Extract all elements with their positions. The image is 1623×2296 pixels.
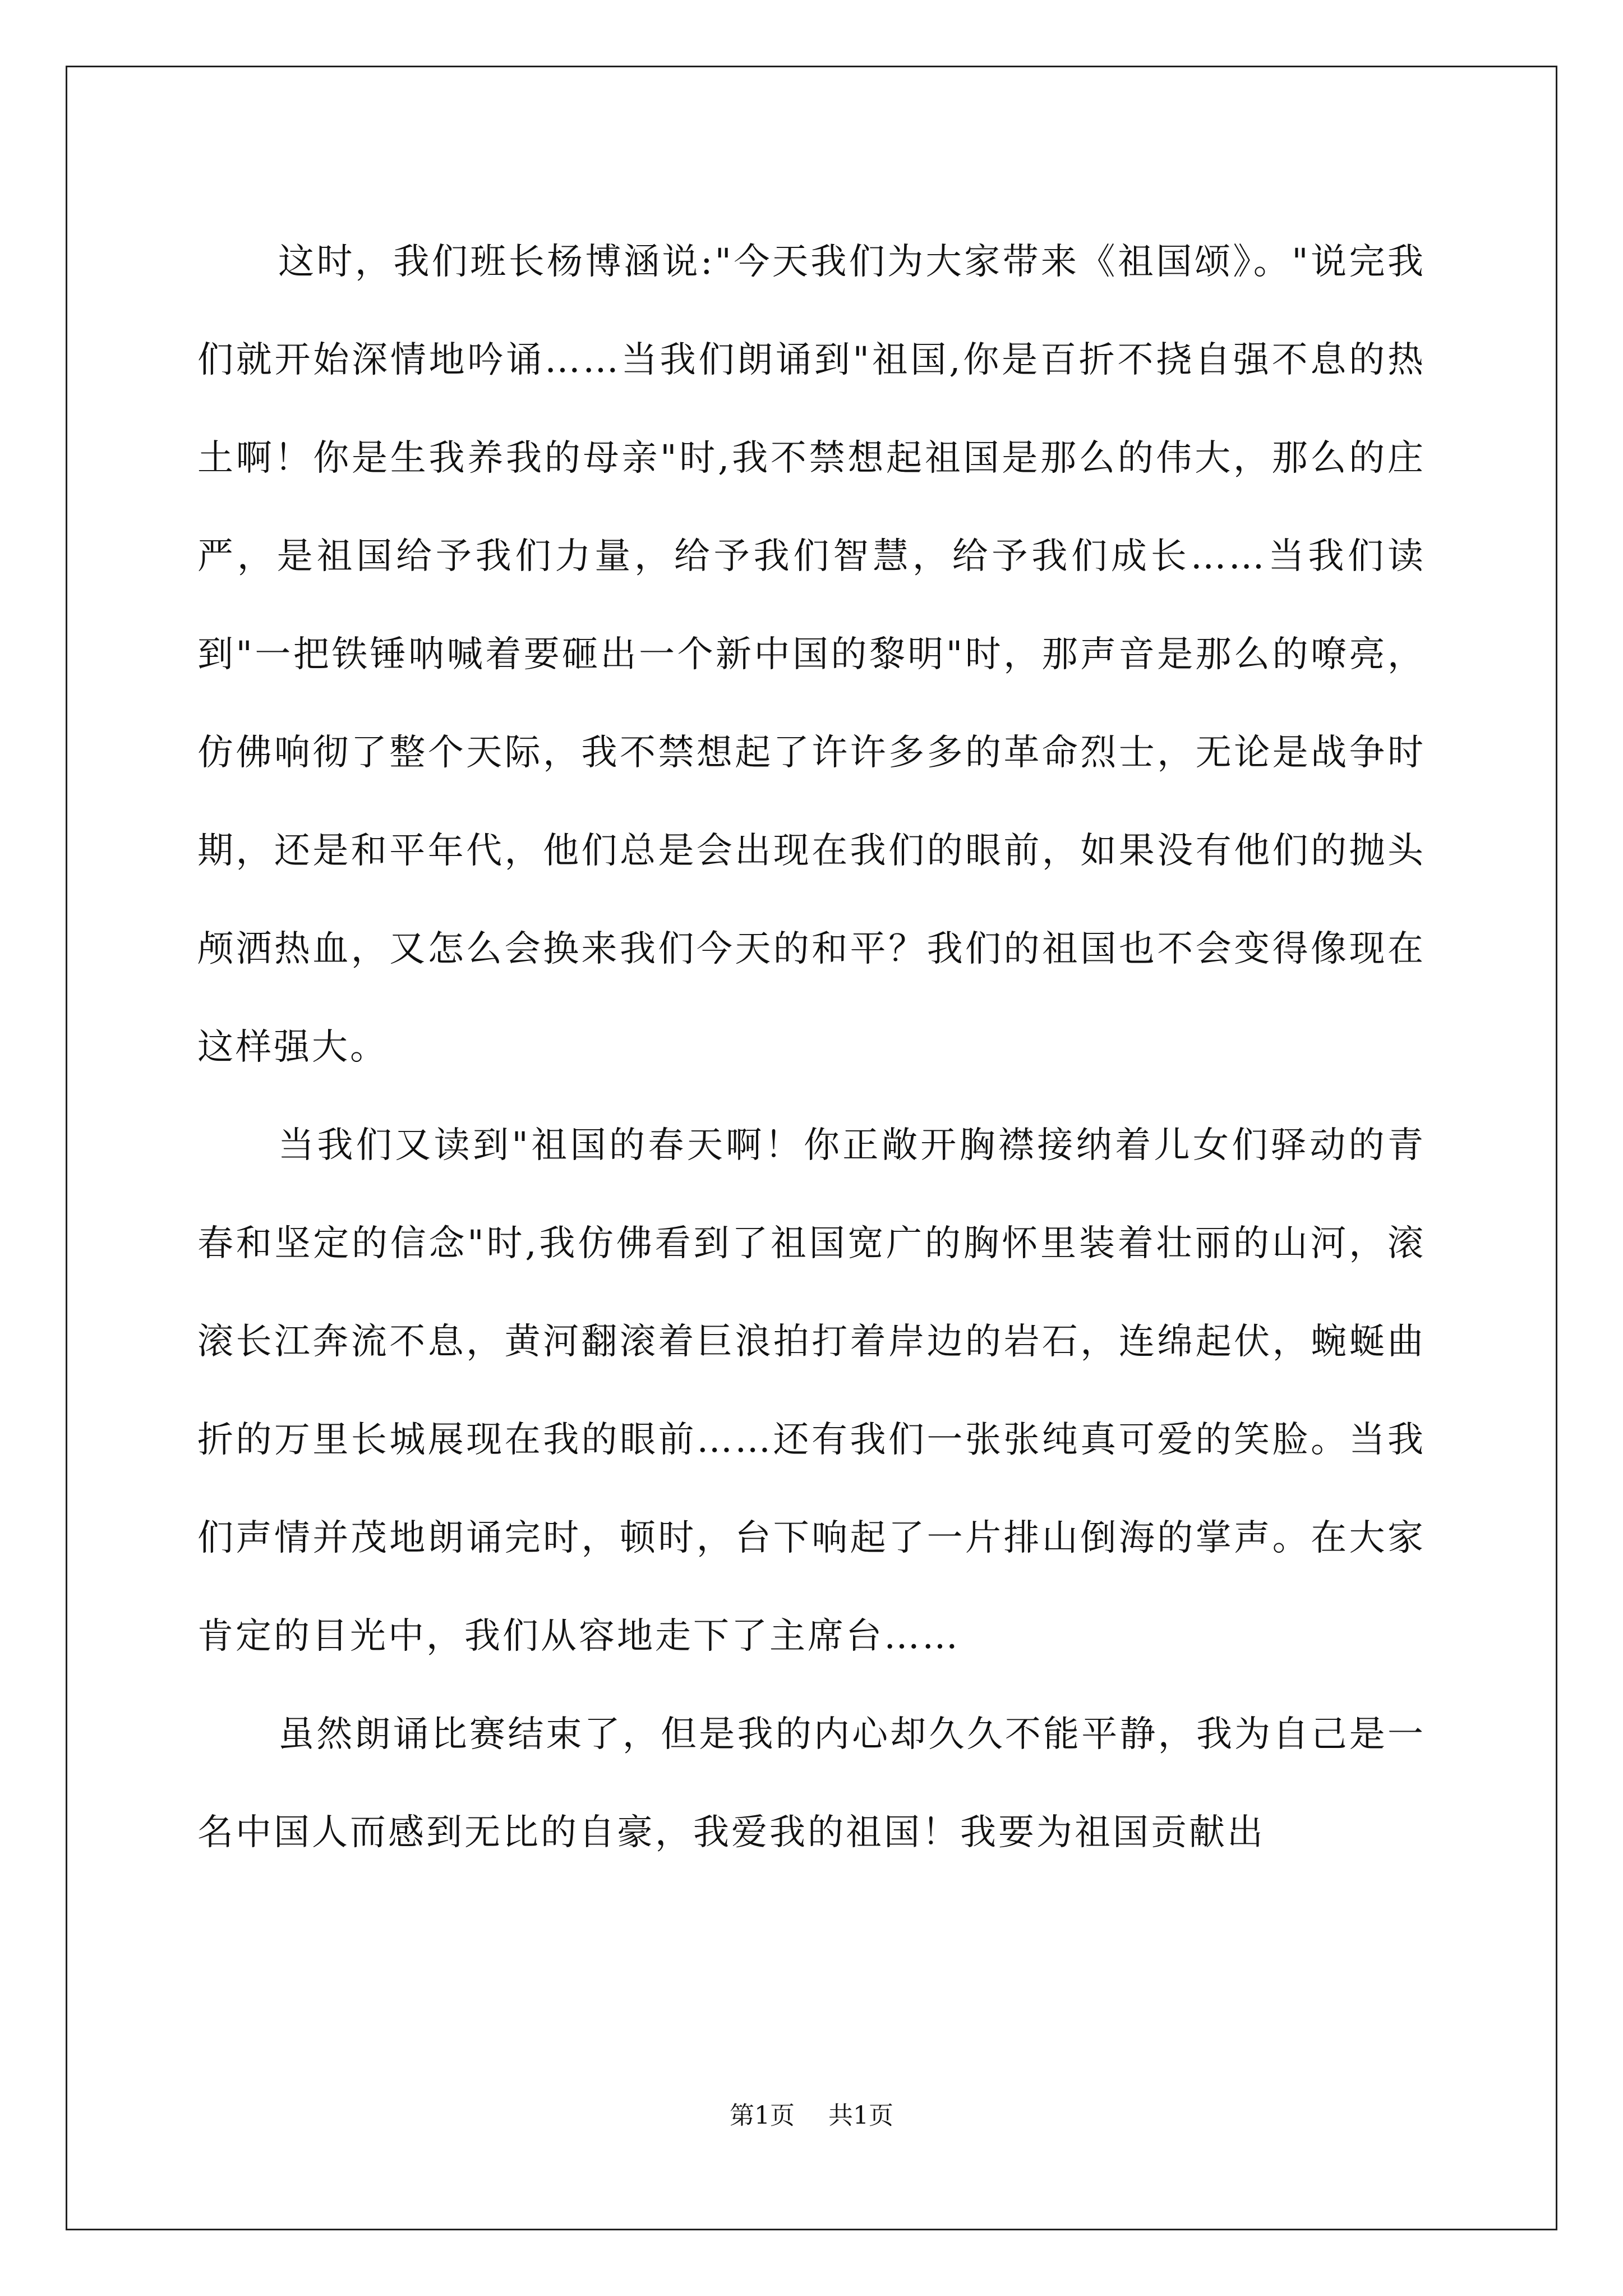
document-body — [197, 213, 1426, 1882]
paragraph-2: 当我们又读到"祖国的春天啊！你正敞开胸襟接纳着儿女们驿动的青春和坚定的信念"时,我仿佛看到了祖国宽广的胸怀里装着壮丽的山河，滚滚长江奔流不息，黄河翻滚着巨浪拍打着岸边的岩石，连绵起伏，蜿蜒曲折的万里长城展现在我的眼前……还有我们一张张纯真可爱的笑脸。当我们声情并茂地朗诵完时，顿时，台下响起了一片排山倒海的掌声。在大家肯定的目光中，我们从容地走下了主席台…… — [197, 1125, 1426, 1657]
paragraph-1: 这时，我们班长杨博涵说:"今天我们为大家带来《祖国颂》。"说完我们就开始深情地吟诵……当我们朗诵到"祖国,你是百折不挠自强不息的热土啊！你是生我养我的母亲"时,我不禁想起祖国是那么的伟大，那么的庄严，是祖国给予我们力量，给予我们智慧，给予我们成长……当我们读到"一把铁锤呐喊着要砸出一个新中国的黎明"时，那声音是那么的嘹亮，仿佛响彻了整个天际，我不禁想起了许许多多的革命烈士，无论是战争时期，还是和平年代，他们总是会出现在我们的眼前，如果没有他们的抛头颅洒热血，又怎么会换来我们今天的和平？我们的祖国也不会变得像现在这样强大。 — [197, 241, 1426, 1068]
page-number-current: 第1页 — [730, 2101, 795, 2130]
page-number-total: 共1页 — [828, 2101, 893, 2130]
paragraph-3: 虽然朗诵比赛结束了，但是我的内心却久久不能平静，我为自己是一名中国人而感到无比的自豪，我爱我的祖国！我要为祖国贡献出 — [197, 1714, 1426, 1853]
page-footer — [0, 2095, 1623, 2131]
